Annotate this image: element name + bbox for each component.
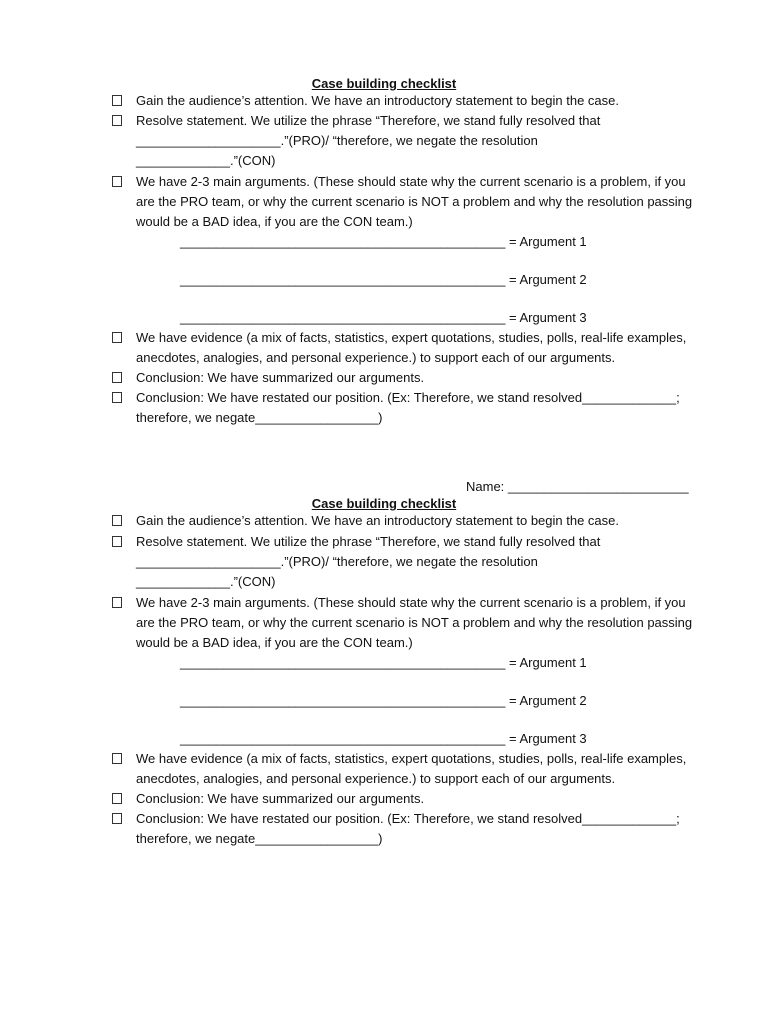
item-line: are the PRO team, or why the current scenario is NOT a problem and why the resolution passing — [136, 615, 693, 630]
checklist-title: Case building checklist — [311, 76, 457, 91]
item-line: We have 2-3 main arguments. (These should state why the current scenario is a problem, if you — [136, 595, 686, 610]
checklist-title: Case building checklist — [311, 496, 457, 511]
argument-3-line: _____________________________________________ = Argument 3 — [180, 731, 587, 746]
checkbox[interactable] — [112, 515, 122, 526]
argument-1-line: _____________________________________________ = Argument 1 — [180, 655, 587, 670]
checkbox[interactable] — [112, 536, 122, 547]
item-line: therefore, we negate_________________) — [136, 410, 383, 425]
name-field[interactable]: Name: _________________________ — [466, 479, 689, 494]
argument-3-line: _____________________________________________ = Argument 3 — [180, 310, 587, 325]
argument-2-line: _____________________________________________ = Argument 2 — [180, 693, 587, 708]
checkbox[interactable] — [112, 372, 122, 383]
checkbox[interactable] — [112, 115, 122, 126]
item-line: Conclusion: We have restated our position. (Ex: Therefore, we stand resolved_____________; — [136, 390, 680, 405]
item-line: Conclusion: We have restated our position. (Ex: Therefore, we stand resolved_____________; — [136, 811, 680, 826]
item-line: are the PRO team, or why the current scenario is NOT a problem and why the resolution passing — [136, 194, 693, 209]
item-line: _____________.”(CON) — [136, 574, 276, 589]
item-line: _____________.”(CON) — [136, 153, 276, 168]
item-line: Gain the audience’s attention. We have an introductory statement to begin the case. — [136, 93, 619, 108]
item-line: ____________________.”(PRO)/ “therefore, we negate the resolution — [136, 133, 538, 148]
checkbox[interactable] — [112, 793, 122, 804]
item-line: We have evidence (a mix of facts, statistics, expert quotations, studies, polls, real-life examples, — [136, 330, 687, 345]
argument-2-line: _____________________________________________ = Argument 2 — [180, 272, 587, 287]
checkbox[interactable] — [112, 95, 122, 106]
checkbox[interactable] — [112, 332, 122, 343]
item-line: ____________________.”(PRO)/ “therefore, we negate the resolution — [136, 554, 538, 569]
item-line: anecdotes, analogies, and personal experience.) to support each of our arguments. — [136, 771, 616, 786]
item-line: therefore, we negate_________________) — [136, 831, 383, 846]
item-line: Gain the audience’s attention. We have an introductory statement to begin the case. — [136, 513, 619, 528]
checkbox[interactable] — [112, 813, 122, 824]
item-line: We have 2-3 main arguments. (These should state why the current scenario is a problem, if you — [136, 174, 686, 189]
item-line: Resolve statement. We utilize the phrase “Therefore, we stand fully resolved that — [136, 113, 601, 128]
item-line: Conclusion: We have summarized our arguments. — [136, 791, 425, 806]
item-line: Resolve statement. We utilize the phrase “Therefore, we stand fully resolved that — [136, 534, 601, 549]
checkbox[interactable] — [112, 597, 122, 608]
item-line: would be a BAD idea, if you are the CON team.) — [136, 214, 413, 229]
item-line: would be a BAD idea, if you are the CON team.) — [136, 635, 413, 650]
item-line: We have evidence (a mix of facts, statistics, expert quotations, studies, polls, real-life examples, — [136, 751, 687, 766]
argument-1-line: _____________________________________________ = Argument 1 — [180, 234, 587, 249]
item-line: Conclusion: We have summarized our arguments. — [136, 370, 425, 385]
item-line: anecdotes, analogies, and personal experience.) to support each of our arguments. — [136, 350, 616, 365]
checkbox[interactable] — [112, 753, 122, 764]
checkbox[interactable] — [112, 176, 122, 187]
checkbox[interactable] — [112, 392, 122, 403]
